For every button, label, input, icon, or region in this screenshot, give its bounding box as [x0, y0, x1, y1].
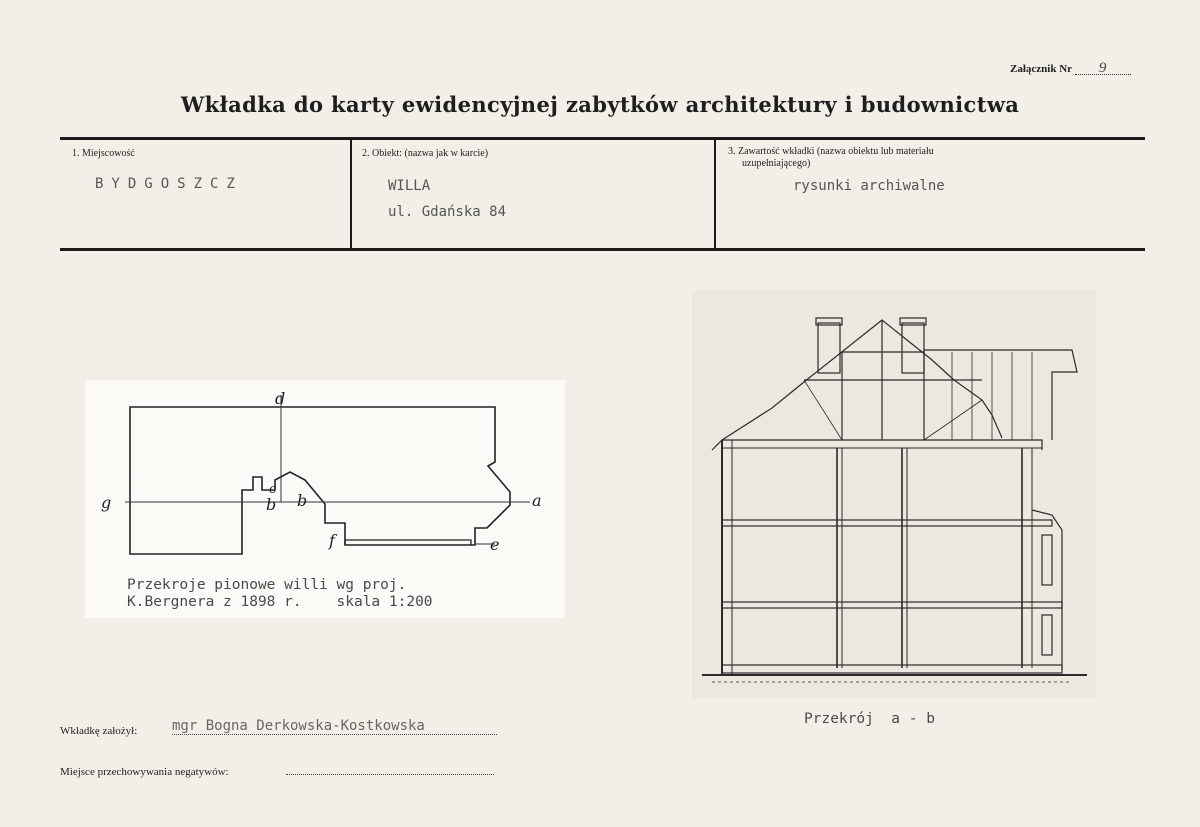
label-a: a [532, 491, 542, 510]
label-b: b [297, 491, 308, 510]
contents-label-line1: 3. Zawartość wkładki (nazwa obiektu lub materiału [728, 146, 934, 157]
plan-caption-line1: Przekroje pionowe willi wg proj. [127, 577, 407, 593]
label-c: c [269, 482, 277, 497]
table-top-rule [60, 137, 1145, 140]
label-e: e [490, 535, 500, 554]
author-value: mgr Bogna Derkowska-Kostkowska [172, 718, 497, 735]
negatives-label: Miejsce przechowywania negatywów: [60, 766, 229, 778]
label-d: d [275, 389, 286, 408]
object-label: 2. Obiekt: (nazwa jak w karcie) [362, 148, 489, 159]
label-g: g [101, 493, 112, 512]
section-caption: Przekrój a - b [804, 711, 935, 727]
object-address: ul. Gdańska 84 [388, 204, 507, 220]
floor-plan-outline [130, 407, 510, 554]
contents-label-line2: uzupełniającego) [742, 158, 811, 169]
contents-value: rysunki archiwalne [793, 178, 945, 194]
author-label: Wkładkę założył: [60, 725, 138, 737]
attachment-value: 9 [1075, 62, 1131, 75]
page-title: Wkładka do karty ewidencyjnej zabytków architektury i budownictwa [180, 92, 1020, 117]
attachment-number [1010, 62, 1131, 75]
object-name: WILLA [388, 178, 431, 194]
table-bottom-rule [60, 248, 1145, 251]
locality-label: 1. Miejscowość [72, 148, 135, 159]
attachment-label: Załącznik Nr [1010, 63, 1072, 75]
label-b-small: b [266, 495, 277, 514]
negatives-value-line [286, 764, 494, 775]
section-drawing-photo [692, 290, 1096, 698]
column-divider-2 [714, 139, 716, 249]
floor-plan-panel [85, 380, 565, 618]
section-lines [125, 395, 530, 544]
locality-value: BYDGOSZCZ [95, 176, 243, 192]
plan-caption-line2: K.Bergnera z 1898 r. skala 1:200 [127, 594, 433, 610]
section-drawing [692, 290, 1096, 698]
column-divider-1 [350, 139, 352, 249]
label-f: f [329, 531, 335, 550]
contents-label [728, 146, 934, 170]
